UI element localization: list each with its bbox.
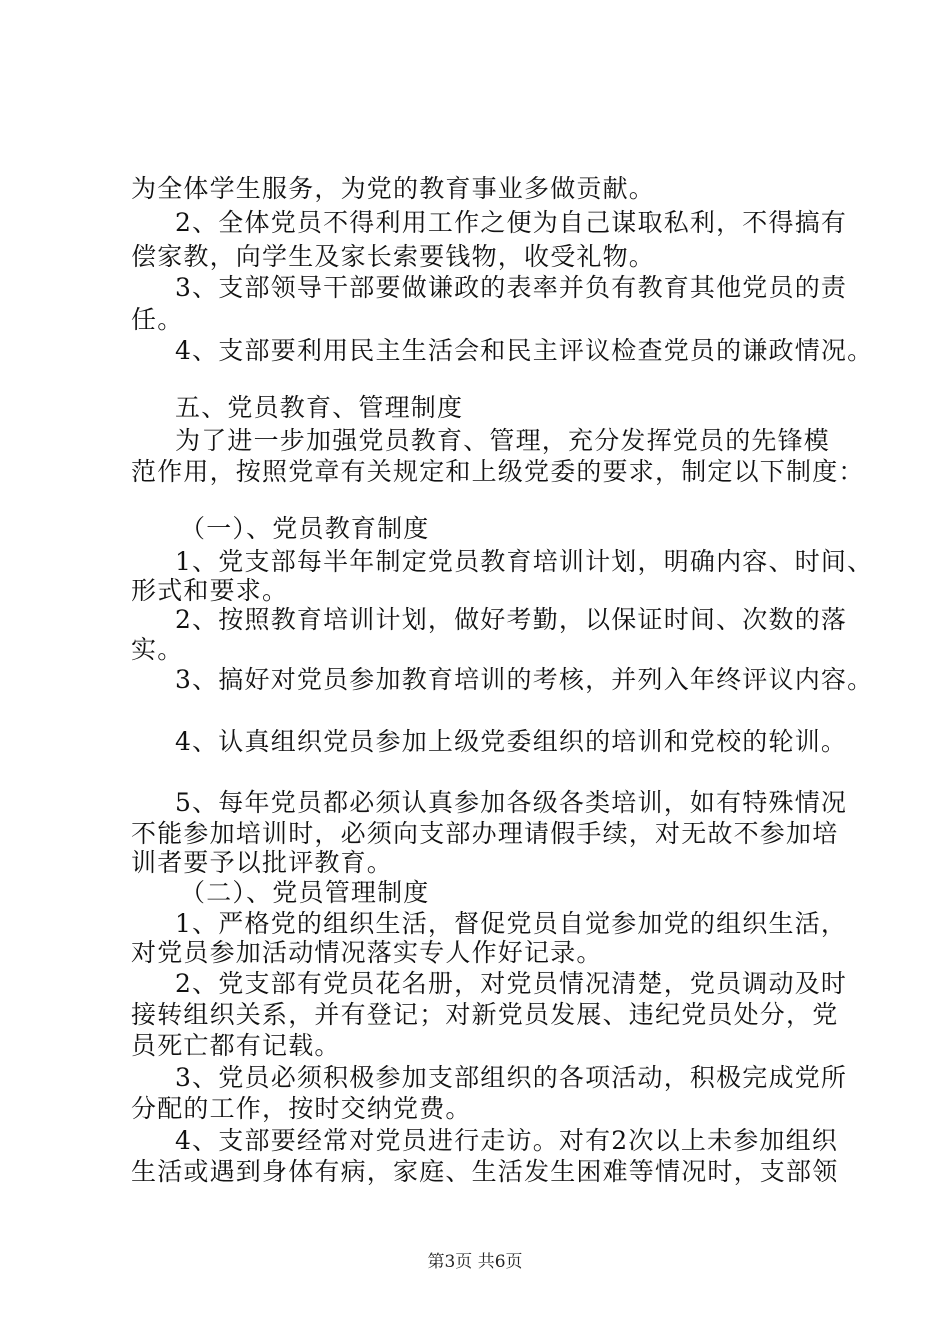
text-line: 偿家教，向学生及家长索要钱物，收受礼物。	[131, 242, 656, 271]
text-line: 范作用，按照党章有关规定和上级党委的要求，制定以下制度：	[131, 457, 865, 486]
text-line: 为全体学生服务，为党的教育事业多做贡献。	[131, 174, 656, 203]
text-line: 对党员参加活动情况落实专人作好记录。	[131, 938, 603, 967]
text-line: 为了进一步加强党员教育、管理，充分发挥党员的先锋模	[175, 426, 831, 455]
text-line: 4、认真组织党员参加上级党委组织的培训和党校的轮训。	[175, 727, 848, 756]
text-line: 2、按照教育培训计划，做好考勤，以保证时间、次数的落	[175, 605, 848, 634]
text-line: 接转组织关系，并有登记；对新党员发展、违纪党员处分，党	[131, 1000, 839, 1029]
text-line: 任。	[131, 305, 184, 334]
page-number-footer: 第3页 共6页	[427, 1252, 523, 1272]
text-line: 员死亡都有记载。	[131, 1031, 341, 1060]
subsection-heading: （二）、党员管理制度	[180, 878, 430, 907]
text-line: 2、党支部有党员花名册，对党员情况清楚，党员调动及时	[175, 969, 848, 998]
text-line: 5、每年党员都必须认真参加各级各类培训，如有特殊情况	[175, 788, 848, 817]
text-line: 分配的工作，按时交纳党费。	[131, 1094, 472, 1123]
subsection-heading: （一）、党员教育制度	[180, 514, 430, 543]
text-line: 实。	[131, 635, 184, 664]
text-line: 1、严格党的组织生活，督促党员自觉参加党的组织生活，	[175, 909, 848, 938]
section-heading: 五、党员教育、管理制度	[175, 393, 464, 422]
text-line: 3、支部领导干部要做谦政的表率并负有教育其他党员的责	[175, 273, 848, 302]
text-line: 3、搞好对党员参加教育培训的考核，并列入年终评议内容。	[175, 665, 874, 694]
text-line: 4、支部要经常对党员进行走访。对有2次以上未参加组织	[175, 1126, 839, 1155]
text-line: 1、党支部每半年制定党员教育培训计划，明确内容、时间、	[175, 547, 874, 576]
text-line: 4、支部要利用民主生活会和民主评议检查党员的谦政情况。	[175, 336, 874, 365]
text-line: 生活或遇到身体有病，家庭、生活发生困难等情况时，支部领	[131, 1157, 839, 1186]
text-line: 训者要予以批评教育。	[131, 848, 394, 877]
text-line: 形式和要求。	[131, 576, 289, 605]
text-line: 不能参加培训时，必须向支部办理请假手续，对无故不参加培	[131, 819, 839, 848]
text-line: 3、党员必须积极参加支部组织的各项活动，积极完成党所	[175, 1063, 848, 1092]
text-line: 2、全体党员不得利用工作之便为自己谋取私利，不得搞有	[175, 208, 848, 237]
